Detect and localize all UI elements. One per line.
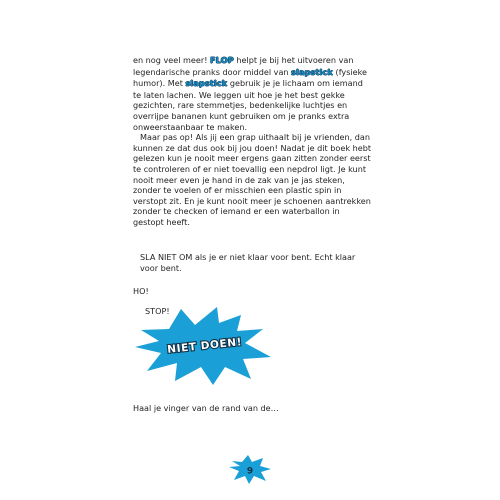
- paragraph-warning: Maar pas op! Als jij een grap uithaalt bij je vrienden, dan kunnen ze dat dus ook bij jou doen! Nadat je dit boek hebt gelezen kun je nooit meer ergens gaan zitten zonder eerst te controleren of er niet toevallig een nepdrol ligt. Je kunt nooit meer even je hand in de zak van je jas steken, zonder te voelen of er misschien een plastic spin in verstopt zit. En je kunt nooit meer je schoenen aantrekken zonder te checken of iemand er een waterballon in gestopt heeft.: [133, 132, 372, 227]
- page-number: 9: [246, 466, 254, 477]
- paragraph-intro: [133, 55, 373, 132]
- paragraph-skip: SLA NIET OM als je er niet klaar voor bent. Echt klaar voor bent.: [140, 252, 356, 273]
- keyword-slapstick: slapstick: [185, 79, 228, 89]
- keyword-flop: FLOP: [210, 56, 234, 65]
- text-run: (fysieke humor). Met: [133, 66, 368, 89]
- text-run: helpt je bij het uitvoeren van legendarische pranks door middel van: [133, 55, 354, 77]
- stop-text: STOP!: [145, 306, 170, 316]
- page-number-badge: [227, 455, 273, 485]
- starburst-label: NIET DOEN!: [166, 336, 243, 356]
- ho-text: HO!: [133, 286, 149, 296]
- starburst-graphic: [133, 305, 273, 387]
- bottom-line: Haal je vinger van de rand van de…: [133, 403, 279, 413]
- text-run: en nog veel meer!: [133, 55, 211, 65]
- text-run: gebruik je je lichaam om iemand te laten lachen. We leggen uit hoe je het best gekke gezichten, rare stemmetjes, bedenkelijke luchtjes en overrijpe bananen kunt gebruiken om je pranks extra onweerstaanbaar te maken.: [133, 78, 363, 132]
- body-text: [133, 55, 373, 228]
- keyword-slapstick: slapstick: [291, 67, 333, 77]
